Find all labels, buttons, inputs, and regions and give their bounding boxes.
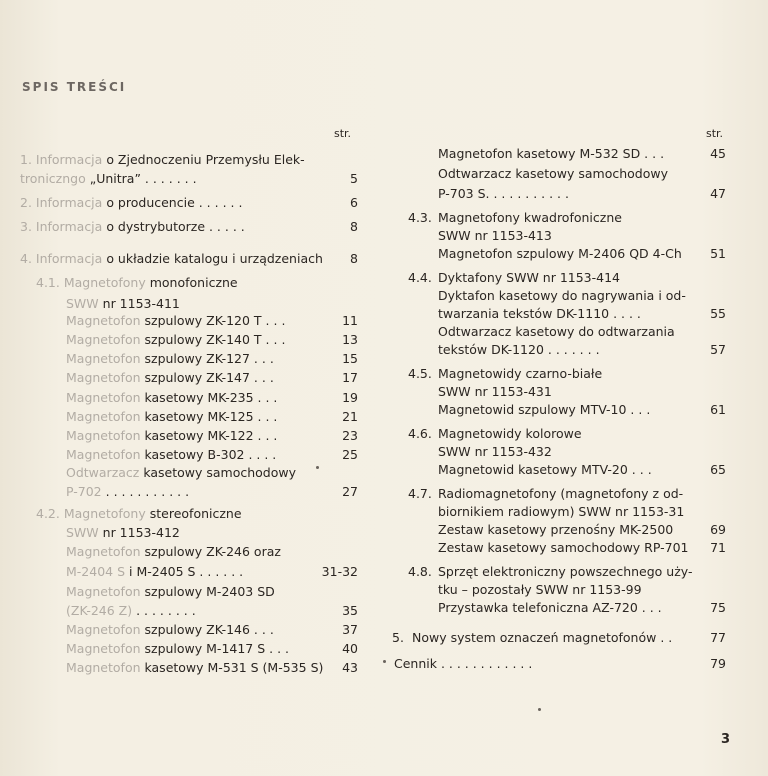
toc-entry-text: o Zjednoczeniu Przemysłu Elek- bbox=[106, 152, 305, 167]
toc-right-entry: Nowy system oznaczeń magnetofonów . . bbox=[412, 630, 673, 645]
toc-entry-page: 6 bbox=[350, 195, 358, 210]
toc-right-entry: tekstów DK-1120 . . . . . . . bbox=[438, 342, 600, 357]
toc-entry-page: 8 bbox=[350, 251, 358, 266]
toc-entry-prefix: troniczngo bbox=[20, 171, 86, 186]
toc-entry-text: szpulowy ZK-246 oraz bbox=[144, 544, 281, 559]
toc-left-entry bbox=[66, 622, 274, 638]
toc-right-entry: Zestaw kasetowy przenośny MK-2500 bbox=[438, 522, 674, 537]
toc-entry-prefix: Magnetofon bbox=[66, 351, 141, 366]
toc-right-entry: Dyktafony SWW nr 1153-414 bbox=[438, 270, 621, 285]
page-number: 3 bbox=[720, 732, 730, 747]
toc-entry-prefix: 1. Informacja bbox=[20, 152, 103, 167]
toc-entry-prefix: P-702 bbox=[66, 484, 102, 499]
toc-left-entry bbox=[66, 465, 296, 481]
toc-entry-page: 31-32 bbox=[321, 564, 358, 579]
toc-entry-prefix: Magnetofon bbox=[66, 332, 141, 347]
toc-entry-page: 69 bbox=[710, 522, 726, 537]
toc-right-entry: Magnetowid kasetowy MTV-20 . . . bbox=[438, 462, 652, 477]
toc-left-entry bbox=[66, 544, 281, 560]
toc-entry-page: 40 bbox=[342, 641, 358, 656]
toc-entry-text: . . . . . . . . . . . bbox=[105, 484, 190, 499]
toc-left-entry bbox=[66, 390, 277, 406]
left-column-page-header: str. bbox=[334, 127, 352, 140]
toc-left-entry bbox=[20, 152, 305, 168]
toc-entry-page: 5 bbox=[350, 171, 358, 186]
toc-entry-page: 11 bbox=[342, 313, 358, 328]
toc-section-number: 4.8. bbox=[408, 564, 432, 579]
toc-entry-text: szpulowy M-2403 SD bbox=[144, 584, 275, 599]
toc-entry-page: 23 bbox=[342, 428, 358, 443]
toc-entry-page: 77 bbox=[710, 630, 726, 645]
toc-entry-prefix: Magnetofon bbox=[66, 584, 141, 599]
toc-entry-page: 45 bbox=[710, 146, 726, 161]
toc-entry-text: i M-2405 S . . . . . . bbox=[129, 564, 244, 579]
toc-left-entry bbox=[66, 584, 275, 600]
toc-right-entry: Magnetowidy czarno-białe bbox=[438, 366, 603, 381]
toc-entry-page: 61 bbox=[710, 402, 726, 417]
toc-entry-text: szpulowy ZK-147 . . . bbox=[144, 370, 274, 385]
toc-entry-page: 55 bbox=[710, 306, 726, 321]
toc-entry-text: kasetowy M-531 S (M-535 S) bbox=[144, 660, 324, 675]
toc-right-entry: Przystawka telefoniczna AZ-720 . . . bbox=[438, 600, 662, 615]
toc-entry-prefix: Magnetofon bbox=[66, 370, 141, 385]
toc-section-number: 4.5. bbox=[408, 366, 432, 381]
toc-entry-text: . . . . . . . . bbox=[136, 603, 196, 618]
toc-entry-page: 37 bbox=[342, 622, 358, 637]
toc-left-entry bbox=[66, 564, 243, 580]
toc-entry-text: kasetowy MK-235 . . . bbox=[144, 390, 278, 405]
toc-left-entry bbox=[36, 506, 242, 522]
toc-entry-prefix: Magnetofon bbox=[66, 544, 141, 559]
toc-left-entry bbox=[20, 195, 242, 211]
toc-entry-prefix: Magnetofon bbox=[66, 447, 141, 462]
toc-entry-page: 21 bbox=[342, 409, 358, 424]
toc-entry-prefix: (ZK-246 Z) bbox=[66, 603, 133, 618]
toc-entry-prefix: 3. Informacja bbox=[20, 219, 103, 234]
toc-entry-prefix: Magnetofon bbox=[66, 409, 141, 424]
toc-entry-prefix: Odtwarzacz bbox=[66, 465, 140, 480]
toc-entry-text: szpulowy ZK-140 T . . . bbox=[144, 332, 286, 347]
toc-entry-prefix: Magnetofon bbox=[66, 622, 141, 637]
toc-entry-prefix: Magnetofon bbox=[66, 313, 141, 328]
toc-entry-prefix: M-2404 S bbox=[66, 564, 126, 579]
toc-section-number: 4.6. bbox=[408, 426, 432, 441]
toc-right-entry: tku – pozostały SWW nr 1153-99 bbox=[438, 582, 642, 597]
toc-right-entry: Magnetowid szpulowy MTV-10 . . . bbox=[438, 402, 651, 417]
toc-entry-page: 25 bbox=[342, 447, 358, 462]
toc-right-entry: twarzania tekstów DK-1110 . . . . bbox=[438, 306, 641, 321]
toc-entry-prefix: 4.1. Magnetofony bbox=[36, 275, 146, 290]
toc-entry-page: 17 bbox=[342, 370, 358, 385]
print-speck bbox=[383, 660, 386, 663]
toc-entry-page: 35 bbox=[342, 603, 358, 618]
toc-right-entry: Odtwarzacz kasetowy do odtwarzania bbox=[438, 324, 675, 339]
toc-entry-prefix: Magnetofon bbox=[66, 390, 141, 405]
toc-entry-prefix: Magnetofon bbox=[66, 641, 141, 656]
toc-entry-page: 71 bbox=[710, 540, 726, 555]
toc-left-entry bbox=[66, 370, 274, 386]
toc-entry-prefix: 4. Informacja bbox=[20, 251, 103, 266]
toc-right-entry: Magnetofon kasetowy M-532 SD . . . bbox=[438, 146, 665, 161]
toc-right-entry: P-703 S. . . . . . . . . . . bbox=[438, 186, 569, 201]
toc-entry-prefix: 2. Informacja bbox=[20, 195, 103, 210]
toc-right-entry: Sprzęt elektroniczny powszechnego uży- bbox=[438, 564, 693, 579]
toc-entry-page: 65 bbox=[710, 462, 726, 477]
toc-left-entry bbox=[66, 660, 323, 676]
toc-left-entry bbox=[66, 641, 289, 657]
toc-left-entry bbox=[66, 447, 276, 463]
toc-entry-page: 27 bbox=[342, 484, 358, 499]
page-heading: SPIS TREŚCI bbox=[22, 80, 127, 94]
toc-section-number: 4.4. bbox=[408, 270, 432, 285]
toc-entry-text: stereofoniczne bbox=[149, 506, 242, 521]
toc-right-entry: SWW nr 1153-413 bbox=[438, 228, 552, 243]
print-speck bbox=[538, 708, 541, 711]
toc-right-entry: Dyktafon kasetowy do nagrywania i od- bbox=[438, 288, 686, 303]
toc-entry-page: 57 bbox=[710, 342, 726, 357]
toc-entry-prefix: Magnetofon bbox=[66, 660, 141, 675]
toc-entry-page: 19 bbox=[342, 390, 358, 405]
toc-left-entry bbox=[36, 275, 238, 291]
toc-left-entry bbox=[66, 296, 180, 312]
right-column-page-header: str. bbox=[706, 127, 724, 140]
toc-entry-page: 79 bbox=[710, 656, 726, 671]
toc-entry-page: 15 bbox=[342, 351, 358, 366]
toc-entry-text: „Unitra” . . . . . . . bbox=[89, 171, 197, 186]
toc-right-entry: Magnetofon szpulowy M-2406 QD 4-Ch bbox=[438, 246, 682, 261]
toc-entry-prefix: SWW bbox=[66, 525, 99, 540]
toc-left-entry bbox=[66, 428, 277, 444]
print-speck bbox=[316, 466, 319, 469]
toc-left-entry bbox=[20, 171, 197, 187]
toc-right-entry: SWW nr 1153-431 bbox=[438, 384, 552, 399]
toc-entry-text: szpulowy ZK-120 T . . . bbox=[144, 313, 286, 328]
toc-right-entry: Magnetowidy kolorowe bbox=[438, 426, 582, 441]
toc-right-entry: SWW nr 1153-432 bbox=[438, 444, 552, 459]
toc-right-entry: Radiomagnetofony (magnetofony z od- bbox=[438, 486, 684, 501]
toc-entry-text: szpulowy ZK-127 . . . bbox=[144, 351, 274, 366]
toc-entry-page: 13 bbox=[342, 332, 358, 347]
toc-left-entry bbox=[66, 525, 180, 541]
toc-left-entry bbox=[20, 251, 323, 267]
toc-left-entry bbox=[66, 603, 196, 619]
toc-left-entry bbox=[66, 332, 285, 348]
toc-entry-text: nr 1153-412 bbox=[102, 525, 180, 540]
toc-left-entry bbox=[66, 313, 285, 329]
toc-left-entry bbox=[20, 219, 245, 235]
toc-entry-text: kasetowy samochodowy bbox=[143, 465, 297, 480]
toc-entry-text: szpulowy ZK-146 . . . bbox=[144, 622, 274, 637]
toc-entry-prefix: SWW bbox=[66, 296, 99, 311]
toc-section-number: 4.7. bbox=[408, 486, 432, 501]
toc-right-entry: Zestaw kasetowy samochodowy RP-701 bbox=[438, 540, 689, 555]
toc-entry-text: kasetowy B-302 . . . . bbox=[144, 447, 277, 462]
toc-entry-prefix: Magnetofon bbox=[66, 428, 141, 443]
toc-entry-text: szpulowy M-1417 S . . . bbox=[144, 641, 290, 656]
toc-right-entry: Odtwarzacz kasetowy samochodowy bbox=[438, 166, 668, 181]
toc-section-number: 5. bbox=[392, 630, 404, 645]
toc-entry-text: o dystrybutorze . . . . . bbox=[106, 219, 245, 234]
toc-entry-page: 43 bbox=[342, 660, 358, 675]
toc-right-entry: Magnetofony kwadrofoniczne bbox=[438, 210, 622, 225]
toc-right-entry: Cennik . . . . . . . . . . . . bbox=[394, 656, 533, 671]
toc-left-entry bbox=[66, 484, 189, 500]
toc-entry-text: o układzie katalogu i urządzeniach bbox=[106, 251, 323, 266]
toc-left-entry bbox=[66, 351, 274, 367]
toc-entry-page: 8 bbox=[350, 219, 358, 234]
toc-entry-text: o producencie . . . . . . bbox=[106, 195, 243, 210]
toc-entry-text: kasetowy MK-125 . . . bbox=[144, 409, 278, 424]
toc-entry-page: 51 bbox=[710, 246, 726, 261]
toc-section-number: 4.3. bbox=[408, 210, 432, 225]
toc-left-entry bbox=[66, 409, 277, 425]
toc-entry-text: nr 1153-411 bbox=[102, 296, 180, 311]
toc-entry-text: kasetowy MK-122 . . . bbox=[144, 428, 278, 443]
toc-entry-prefix: 4.2. Magnetofony bbox=[36, 506, 146, 521]
toc-entry-text: monofoniczne bbox=[149, 275, 238, 290]
toc-right-entry: biornikiem radiowym) SWW nr 1153-31 bbox=[438, 504, 685, 519]
toc-entry-page: 47 bbox=[710, 186, 726, 201]
toc-entry-page: 75 bbox=[710, 600, 726, 615]
